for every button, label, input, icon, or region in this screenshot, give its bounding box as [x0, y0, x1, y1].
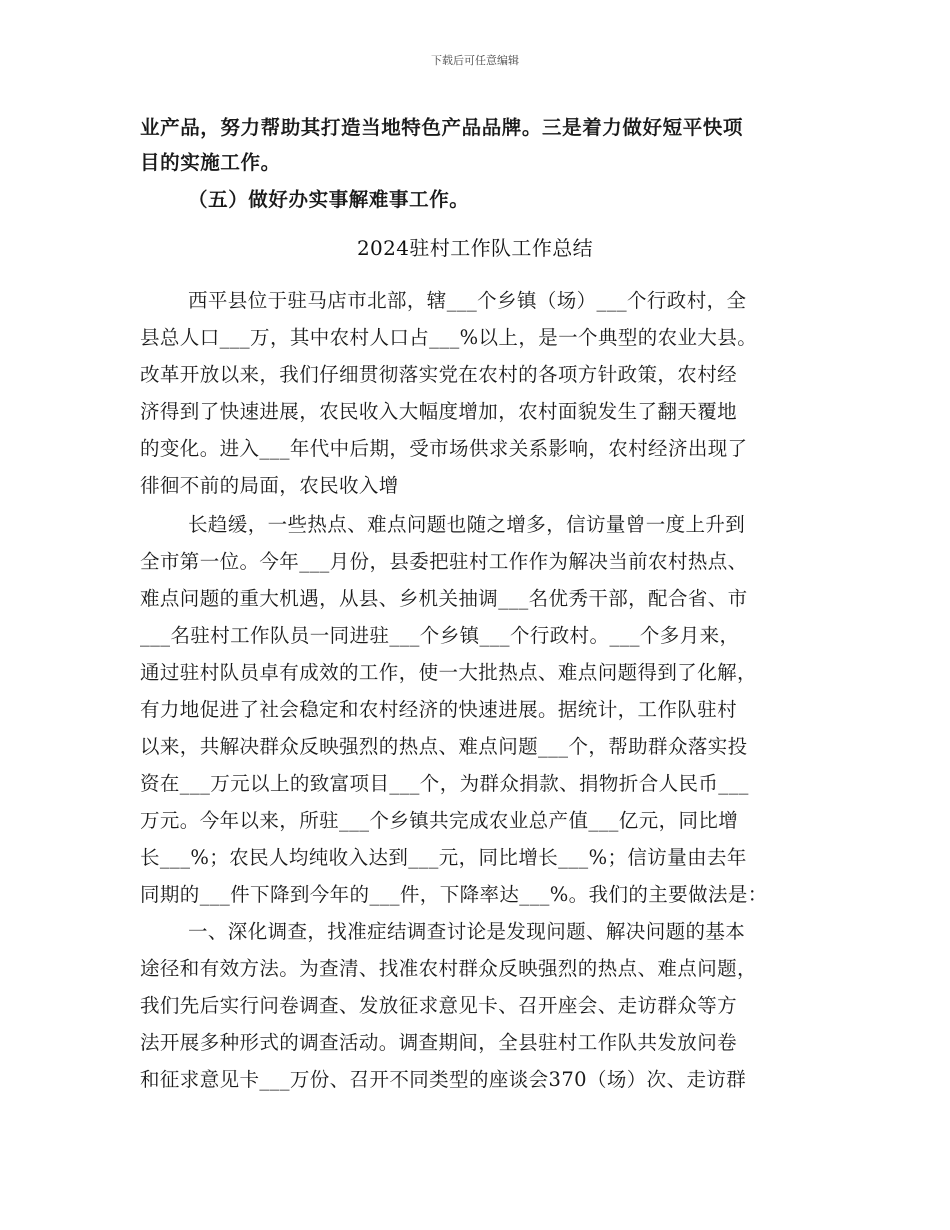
body-line: 济得到了快速进展，农民收入大幅度增加，农村面貌发生了翻天覆地: [140, 400, 738, 423]
body-line: 同期的___件下降到今年的___件，下降率达___%。我们的主要做法是：: [140, 883, 768, 906]
body-line: 以来，共解决群众反映强烈的热点、难点问题___个，帮助群众落实投: [140, 735, 748, 758]
body-line: 通过驻村队员卓有成效的工作，使一大批热点、难点问题得到了化解，: [140, 661, 757, 684]
body-line: 徘徊不前的局面，农民收入增: [140, 474, 399, 497]
body-line: 业产品，努力帮助其打造当地特色产品品牌。三是着力做好短平快项: [140, 116, 744, 139]
body-line: ___名驻村工作队员一同进驻___个乡镇___个行政村。___个多月来，: [140, 624, 740, 647]
document-title: 2024驻村工作队工作总结: [356, 236, 594, 260]
body-line: 有力地促进了社会稳定和农村经济的快速进展。据统计，工作队驻村: [140, 698, 738, 721]
body-line: 法开展多种形式的调查活动。调查期间，全县驻村工作队共发放问卷: [140, 1031, 738, 1054]
body-line: 万元。今年以来，所驻___个乡镇共完成农业总产值___亿元，同比增: [140, 809, 739, 832]
body-line: 长趋缓，一些热点、难点问题也随之增多，信访量曾一度上升到: [188, 513, 746, 536]
body-line: 一、深化调查，找准症结调查讨论是发现问题、解决问题的基本: [188, 920, 746, 943]
body-line: 难点问题的重大机遇，从县、乡机关抽调___名优秀干部，配合省、市: [140, 587, 748, 610]
body-line: 县总人口___万，其中农村人口占___%以上，是一个典型的农业大县。: [140, 326, 758, 349]
body-line: 我们先后实行问卷调查、发放征求意见卡、召开座会、走访群众等方: [140, 994, 738, 1017]
section-heading: （五）做好办实事解难事工作。: [188, 188, 470, 211]
body-line: 和征求意见卡___万份、召开不同类型的座谈会370（场）次、走访群: [140, 1068, 747, 1091]
body-line: 的变化。进入___年代中后期，受市场供求关系影响，农村经济出现了: [140, 437, 748, 460]
body-line: 长___%；农民人均纯收入达到___元，同比增长___%；信访量由去年: [140, 846, 747, 869]
page-header-note: 下载后可任意编辑: [431, 54, 519, 67]
body-line: 途径和有效方法。为查清、找准农村群众反映强烈的热点、难点问题，: [140, 957, 757, 980]
body-line: 改革开放以来，我们仔细贯彻落实党在农村的各项方针政策，农村经: [140, 363, 738, 386]
body-line: 全市第一位。今年___月份，县委把驻村工作作为解决当前农村热点、: [140, 550, 748, 573]
body-line: 西平县位于驻马店市北部，辖___个乡镇（场）___个行政村，全: [188, 289, 747, 312]
body-line: 资在___万元以上的致富项目___个，为群众捐款、捐物折合人民币___: [140, 772, 749, 795]
body-line: 目的实施工作。: [140, 151, 281, 174]
